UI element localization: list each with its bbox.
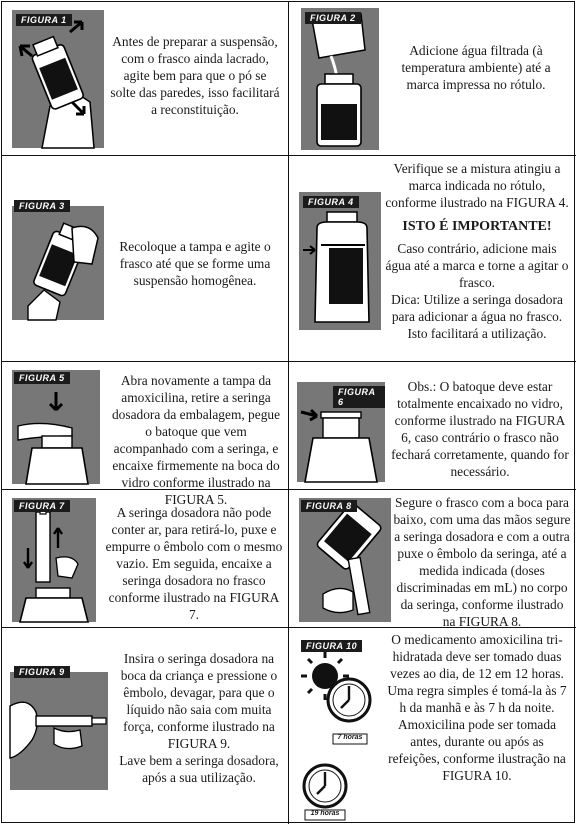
step-4-text: Verifique se a mistura atingiu a marca indicada no rótulo, conforme ilustrado na FIGURA 4. <box>385 161 569 210</box>
step-7 <box>2 490 289 628</box>
figure-7-illustration <box>12 498 96 622</box>
figure-7-tag: FIGURA 7 <box>14 500 70 512</box>
clock-morning-icon <box>328 679 370 721</box>
figure-8-tag: FIGURA 8 <box>301 500 357 512</box>
step-9-text-block <box>114 650 284 786</box>
figure-3-tag: FIGURA 3 <box>14 200 70 212</box>
clock-evening-icon <box>304 765 346 807</box>
figure-2-illustration <box>301 8 379 150</box>
step-7-text: A seringa dosadora não pode conter ar, para retirá-lo, puxe e empurre o êmbolo com o mesmo vazio. Em seguida, encaixe a seringa dosadora no frasco conforme ilustrado na FIGURA 7. <box>105 505 283 622</box>
step-5-text: Abra novamente a tampa da amoxicilina, retire a seringa dosadora da embalagem, pegue o batoque que vem acompanhado com a seringa, e encaixe firmemente na boca do vidro conforme ilustrado na FIGURA 5. <box>111 373 281 507</box>
figure-4-illustration <box>299 192 381 330</box>
step-1-text: Antes de preparar a suspensão, com o frasco ainda lacrado, agite bem para que o pó se solte das paredes, isso facilitará a reconstituição. <box>110 34 280 117</box>
step-6-text: Obs.: O batoque deve estar totalmente encaixado no vidro, conforme ilustrado na FIGURA 6, caso contrário o frasco não fechará corretamente, quando for necessário. <box>391 379 569 479</box>
step-3 <box>2 156 289 362</box>
figure-4-tag: FIGURA 4 <box>303 196 359 208</box>
figure-2-tag: FIGURA 2 <box>305 12 361 24</box>
step-9-text: Insira o seringa dosadora na boca da criança e pressione o êmbolo, devagar, para que o líquido não saia com muita força, conforme ilustrado na FIGURA 9. <box>120 651 278 751</box>
step-4-text-3: Dica: Utilize a seringa dosadora para adicionar a água no frasco. Isto facilitará a utilização. <box>391 292 563 341</box>
instruction-grid <box>2 2 576 824</box>
figure-6-tag: FIGURA 6 <box>333 386 385 408</box>
step-2 <box>289 2 576 156</box>
figure-5-illustration <box>12 370 100 484</box>
figure-9-tag: FIGURA 9 <box>14 666 70 678</box>
step-9 <box>2 628 289 824</box>
figure-3-illustration <box>12 198 104 320</box>
figure-1-illustration <box>12 10 104 148</box>
step-4-text-2: Caso contrário, adicione mais água até a marca e torne a agitar o frasco. <box>385 241 569 290</box>
step-8-text: Segure o frasco com a boca para baixo, com uma das mãos segure a seringa dosadora e com a outra puxe o êmbolo da seringa, até a medida indicada (doses discriminadas em mL) no corpo da seringa, conforme ilustrado na FIGURA 8. <box>393 495 571 629</box>
figure-10-tag: FIGURA 10 <box>301 640 362 652</box>
step-6 <box>289 362 576 490</box>
figure-1-tag: FIGURA 1 <box>16 14 72 26</box>
step-1 <box>2 2 289 156</box>
instruction-sheet <box>1 1 575 823</box>
step-4-text-block <box>385 160 569 342</box>
step-2-text: Adicione água filtrada (à temperatura ambiente) até a marca impressa no rótulo. <box>401 43 551 92</box>
step-3-text: Recoloque a tampa e agite o frasco até que se forme uma suspensão homogênea. <box>119 239 271 288</box>
step-4-important: ISTO É IMPORTANTE! <box>402 219 552 234</box>
figure-6-illustration <box>297 382 385 482</box>
figure-5-tag: FIGURA 5 <box>14 372 70 384</box>
figure-8-illustration <box>299 498 391 622</box>
clock-evening-label: 19 horas <box>310 810 340 817</box>
step-10-text: O medicamento amoxicilina tri-hidratada deve ser tomado duas vezes ao dia, de 12 em 12 horas. Uma regra simples é tomá-la às 7 h da manhã e às 7 h da noite. Amoxicilina pode ser tomada antes, durante ou após as refeições, conforme ilustração na FIGURA 10. <box>387 632 567 783</box>
clock-morning-label: 7 horas <box>337 734 363 741</box>
step-8 <box>289 490 576 628</box>
step-10 <box>289 628 576 824</box>
figure-10-illustration <box>299 641 379 822</box>
step-4 <box>289 156 576 362</box>
step-9-text-2: Lave bem a seringa dosadora, após a sua utilização. <box>119 753 279 785</box>
figure-9-illustration <box>10 666 108 790</box>
